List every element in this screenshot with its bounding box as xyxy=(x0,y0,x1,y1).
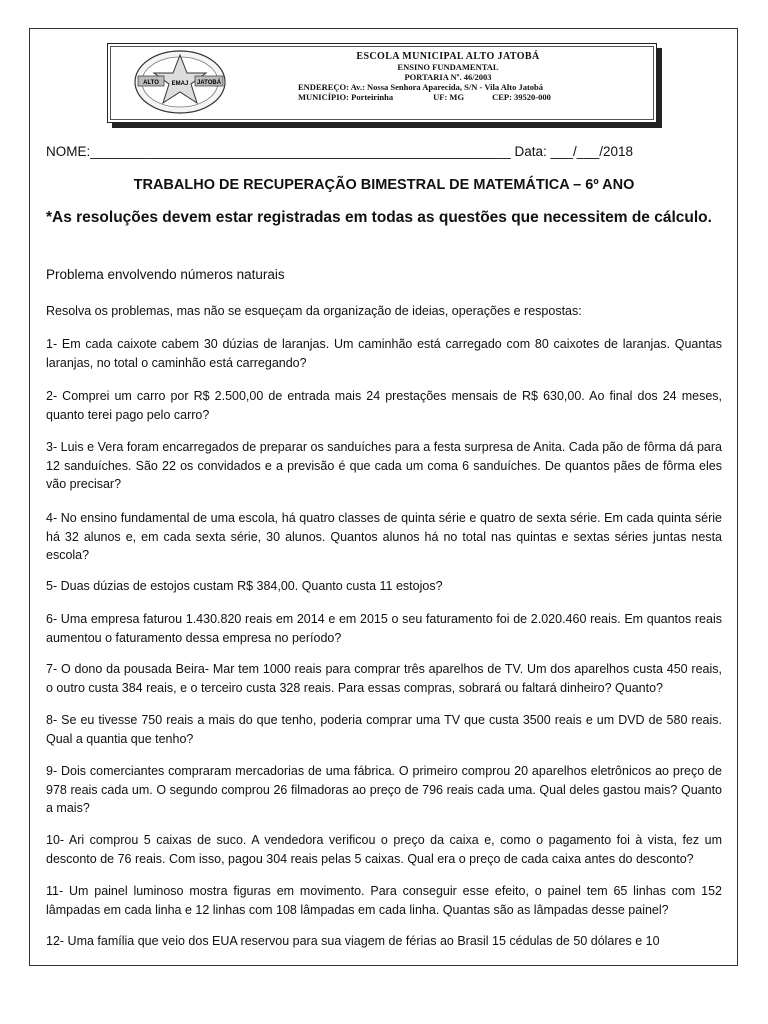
question-7: 7- O dono da pousada Beira- Mar tem 1000 reais para comprar três aparelhos de TV. Um dos aparelhos custa 450 reais, o outro custa 384 reais, e o terceiro custa 328 reais. Para essas compras, sobrará ou faltará dinheiro? Quanto? xyxy=(46,662,722,695)
logo-text-right: JATOBÁ xyxy=(196,80,222,86)
logo-text-center: EMAJ xyxy=(171,81,189,87)
school-info xyxy=(298,52,598,102)
page-border xyxy=(29,28,738,966)
school-uf: UF: MG xyxy=(433,92,465,102)
question-9: 9- Dois comerciantes compraram mercadorias de uma fábrica. O primeiro comprou 20 aparelhos eletrônicos ao preço de 978 reais cada um. O segundo comprou 26 filmadoras ao preço de 796 reais cada uma. Qual deles gastou mais? Quanto a mais? xyxy=(46,764,722,815)
question-8: 8- Se eu tivesse 750 reais a mais do que tenho, poderia comprar uma TV que custa 3500 reais e um DVD de 580 reais. Qual a quantia que tenho? xyxy=(46,713,722,746)
name-date-line: NOME:________________________________________________________ Data: ___/___/2018 xyxy=(46,144,634,159)
question-6: 6- Uma empresa faturou 1.430.820 reais em 2014 e em 2015 o seu faturamento foi de 2.020.460 reais. Em quantos reais aumentou o faturamento dessa empresa no período? xyxy=(46,612,722,645)
logo-text-left: ALTO xyxy=(143,80,159,86)
lead-text: Resolva os problemas, mas não se esqueçam da organização de ideias, operações e respostas: xyxy=(46,304,582,318)
school-address: ENDEREÇO: Av.: Nossa Senhora Aparecida, S/N - Vila Alto Jatobá xyxy=(298,82,544,92)
school-logo xyxy=(133,49,227,117)
school-location-row xyxy=(298,92,598,102)
question-12: 12- Uma família que veio dos EUA reservou para sua viagem de férias ao Brasil 15 cédulas de 50 dólares e 10 xyxy=(46,934,660,948)
school-decree: PORTARIA Nº. 46/2003 xyxy=(404,72,492,82)
question-3: 3- Luis e Vera foram encarregados de preparar os sanduíches para a festa surpresa de Anita. Cada pão de fôrma dá para 12 sanduíches. São 22 os convidados e a previsão é que cada um coma 6 sanduíches. De quantos pães de fôrma eles vão precisar? xyxy=(46,440,722,491)
letterhead xyxy=(107,43,657,123)
question-11: 11- Um painel luminoso mostra figuras em movimento. Para conseguir esse efeito, o painel tem 65 linhas com 152 lâmpadas em cada linha e 12 linhas com 108 lâmpadas em cada linha. Quantas são as lâmpadas desse painel? xyxy=(46,884,722,917)
section-subtitle: Problema envolvendo números naturais xyxy=(46,267,285,282)
question-10: 10- Ari comprou 5 caixas de suco. A vendedora verificou o preço da caixa e, como o pagamento foi à vista, fez um desconto de 76 reais. Com isso, pagou 304 reais pelas 5 caixas. Qual era o preço de cada caixa antes do desconto? xyxy=(46,833,722,866)
question-1: 1- Em cada caixote cabem 30 dúzias de laranjas. Um caminhão está carregado com 80 caixotes de laranjas. Quantas laranjas, no total o caminhão está carregando? xyxy=(46,337,722,370)
question-2: 2- Comprei um carro por R$ 2.500,00 de entrada mais 24 prestações mensais de R$ 630,00. Ao final dos 24 meses, quanto terei pago pelo carro? xyxy=(46,389,722,422)
school-name: ESCOLA MUNICIPAL ALTO JATOBÁ xyxy=(356,51,540,62)
question-5: 5- Duas dúzias de estojos custam R$ 384,00. Quanto custa 11 estojos? xyxy=(46,579,443,593)
instruction-text: *As resoluções devem estar registradas em todas as questões que necessitem de cálculo. xyxy=(46,209,712,226)
document-title: TRABALHO DE RECUPERAÇÃO BIMESTRAL DE MATEMÁTICA – 6º ANO xyxy=(133,177,635,193)
school-cep: CEP: 39520-000 xyxy=(492,92,551,102)
school-level: ENSINO FUNDAMENTAL xyxy=(397,62,499,72)
school-city: MUNICÍPIO: Porteirinha xyxy=(298,92,394,102)
question-4: 4- No ensino fundamental de uma escola, há quatro classes de quinta série e quatro de sexta série. Em cada quinta série há 32 alunos e, em cada sexta série, 30 alunos. Quantos alunos há no total nas quintas e sextas séries juntas nesta escola? xyxy=(46,511,722,562)
